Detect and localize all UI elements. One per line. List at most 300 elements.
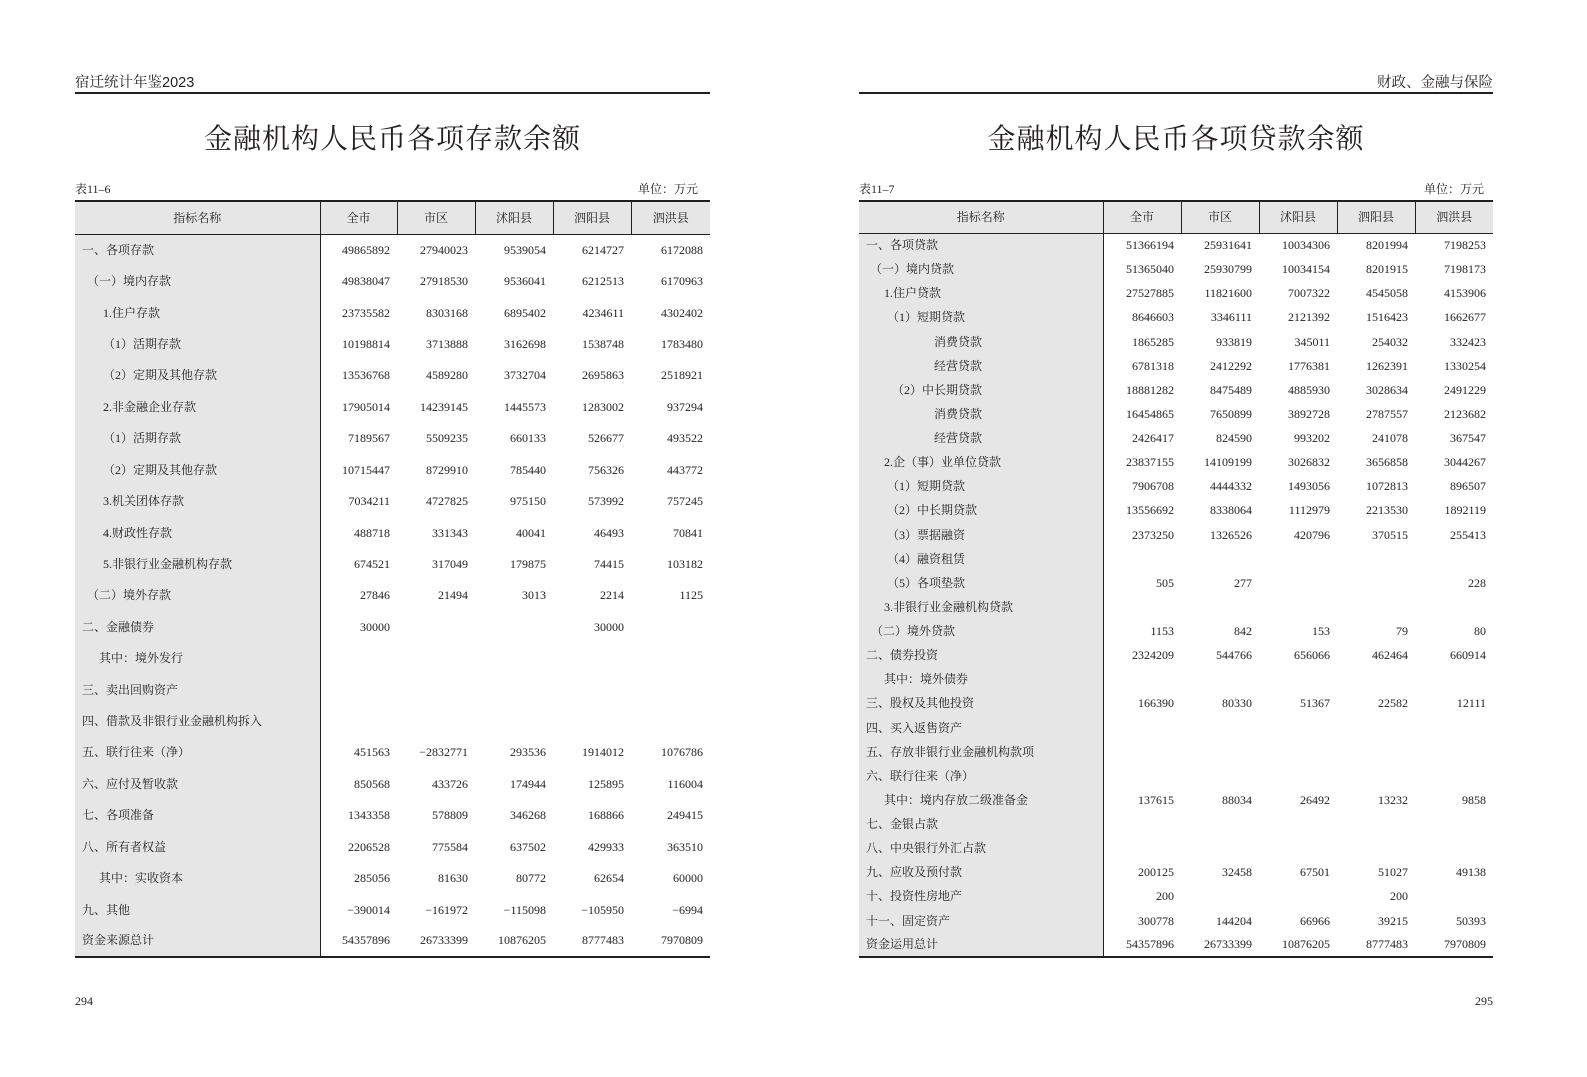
value-siyang: 8777483 — [1366, 937, 1408, 952]
value-sihong — [1415, 884, 1493, 908]
value-city-total: 54357896 — [1126, 937, 1174, 952]
table-row — [859, 860, 1493, 884]
value-urban-district: 4444332 — [1210, 479, 1252, 494]
value-sihong — [631, 642, 710, 673]
value-sihong: 757245 — [667, 494, 703, 509]
row-label: 资金来源总计 — [75, 925, 320, 956]
value-urban-district: 8303168 — [426, 305, 468, 320]
column-header-siyang: 泗阳县 — [1337, 201, 1415, 233]
value-city-total: 7189567 — [348, 431, 390, 446]
value-urban-district — [1181, 740, 1259, 764]
table-row — [75, 485, 710, 516]
value-shuyang: 3013 — [522, 588, 546, 603]
value-sihong: 70841 — [673, 525, 703, 540]
value-siyang: 6212513 — [582, 274, 624, 289]
value-urban-district: 88034 — [1222, 792, 1252, 807]
value-siyang: 79 — [1396, 624, 1408, 639]
value-shuyang: 345011 — [1294, 334, 1330, 349]
value-sihong: 7198173 — [1444, 262, 1486, 277]
value-city-total: 137615 — [1138, 792, 1174, 807]
value-shuyang: 40041 — [516, 525, 546, 540]
row-label: 资金运用总计 — [859, 933, 1103, 957]
row-label: 3.机关团体存款 — [75, 485, 320, 516]
value-sihong: 103182 — [667, 556, 703, 571]
value-siyang: 8201994 — [1366, 238, 1408, 253]
value-siyang: 254032 — [1372, 334, 1408, 349]
value-sihong — [1415, 836, 1493, 860]
row-label: 八、中央银行外汇占款 — [859, 836, 1103, 860]
value-siyang: 1072813 — [1366, 479, 1408, 494]
table-row — [75, 925, 710, 956]
value-sihong: 1125 — [679, 588, 703, 603]
value-siyang: 168866 — [588, 808, 624, 823]
value-sihong: 2123682 — [1444, 406, 1486, 421]
value-urban-district: 433726 — [432, 776, 468, 791]
value-urban-district: 11821600 — [1204, 286, 1252, 301]
value-urban-district: 842 — [1234, 624, 1252, 639]
value-urban-district — [397, 611, 475, 642]
value-city-total: 8646603 — [1132, 310, 1174, 325]
value-urban-district: 80330 — [1222, 696, 1252, 711]
value-siyang: 46493 — [594, 525, 624, 540]
value-city-total: 285056 — [354, 871, 390, 886]
value-sihong: 332423 — [1450, 334, 1486, 349]
column-header-indicator: 指标名称 — [859, 201, 1103, 233]
value-shuyang — [1259, 571, 1337, 595]
table-row — [859, 305, 1493, 329]
value-siyang: 6214727 — [582, 242, 624, 257]
value-urban-district — [397, 674, 475, 705]
value-urban-district: 32458 — [1222, 865, 1252, 880]
table-row — [859, 667, 1493, 691]
table-row — [859, 498, 1493, 522]
table-row — [859, 426, 1493, 450]
row-label: （3）票据融资 — [859, 523, 1103, 547]
value-siyang: 462464 — [1372, 648, 1408, 663]
row-label: 3.非银行业金融机构贷款 — [859, 595, 1103, 619]
value-sihong: 4302402 — [661, 305, 703, 320]
row-label: 六、应付及暂收款 — [75, 768, 320, 799]
value-sihong — [1415, 547, 1493, 571]
row-label: 三、卖出回购资产 — [75, 674, 320, 705]
value-sihong: 4153906 — [1444, 286, 1486, 301]
value-sihong: 2491229 — [1444, 382, 1486, 397]
value-urban-district: 4727825 — [426, 494, 468, 509]
table-row — [859, 354, 1493, 378]
table-body — [859, 233, 1493, 957]
value-city-total — [320, 674, 397, 705]
value-sihong: 493522 — [667, 431, 703, 446]
value-urban-district — [1181, 836, 1259, 860]
value-urban-district: 3346111 — [1210, 310, 1252, 325]
value-urban-district: 277 — [1234, 575, 1252, 590]
value-urban-district: 25931641 — [1204, 238, 1252, 253]
value-siyang — [1337, 740, 1415, 764]
value-shuyang — [1259, 884, 1337, 908]
row-label: （二）境外存款 — [75, 580, 320, 611]
value-sihong — [1415, 812, 1493, 836]
value-shuyang: 67501 — [1300, 865, 1330, 880]
value-urban-district: 81630 — [438, 871, 468, 886]
table-row — [859, 764, 1493, 788]
value-city-total: 1153 — [1150, 624, 1174, 639]
row-label: 其中：境内存放二级准备金 — [859, 788, 1103, 812]
value-urban-district: 14109199 — [1204, 455, 1252, 470]
value-siyang: 125895 — [588, 776, 624, 791]
value-siyang: 8777483 — [582, 933, 624, 948]
running-head: 财政、金融与保险 — [1377, 75, 1493, 91]
value-sihong: 116004 — [667, 776, 703, 791]
value-shuyang: 346268 — [510, 808, 546, 823]
value-siyang: 241078 — [1372, 431, 1408, 446]
value-sihong: 2518921 — [661, 368, 703, 383]
row-label: （一）境内贷款 — [859, 257, 1103, 281]
value-shuyang: 293536 — [510, 745, 546, 760]
value-city-total: 17905014 — [342, 399, 390, 414]
value-shuyang: 2121392 — [1288, 310, 1330, 325]
value-shuyang — [1259, 836, 1337, 860]
table-row — [75, 548, 710, 579]
table-row — [859, 571, 1493, 595]
row-label: 九、应收及预付款 — [859, 860, 1103, 884]
value-siyang: −105950 — [581, 902, 624, 917]
table-row — [75, 894, 710, 925]
value-sihong: −6994 — [672, 902, 703, 917]
value-sihong: 443772 — [667, 462, 703, 477]
value-shuyang: 10876205 — [498, 933, 546, 948]
row-label: 经营贷款 — [859, 426, 1103, 450]
value-sihong: 1892119 — [1444, 503, 1486, 518]
row-label: 二、债券投资 — [859, 643, 1103, 667]
value-city-total: 2426417 — [1132, 431, 1174, 446]
row-label: 六、联行往来（净） — [859, 764, 1103, 788]
column-header-urban-district: 市区 — [1181, 201, 1259, 233]
table-row — [859, 402, 1493, 426]
value-urban-district: 8729910 — [426, 462, 468, 477]
table-number: 表11–7 — [859, 182, 895, 196]
column-header-sihong: 泗洪县 — [631, 201, 710, 234]
table-row — [859, 547, 1493, 571]
value-shuyang: 66966 — [1300, 913, 1330, 928]
column-header-indicator: 指标名称 — [75, 201, 320, 234]
value-sihong: 896507 — [1450, 479, 1486, 494]
value-city-total: 23837155 — [1126, 455, 1174, 470]
table-row — [859, 523, 1493, 547]
value-city-total: 505 — [1156, 575, 1174, 590]
header-rule — [75, 92, 710, 94]
value-sihong — [631, 611, 710, 642]
value-urban-district: 2412292 — [1210, 358, 1252, 373]
row-label: 4.财政性存款 — [75, 517, 320, 548]
row-label: 2.非金融企业存款 — [75, 391, 320, 422]
row-label: 一、各项存款 — [75, 234, 320, 265]
value-shuyang — [475, 611, 553, 642]
value-urban-district — [1181, 667, 1259, 691]
page-number: 294 — [75, 994, 93, 1008]
value-shuyang: 1112979 — [1288, 503, 1330, 518]
value-siyang: 3028634 — [1366, 382, 1408, 397]
value-shuyang — [1259, 740, 1337, 764]
value-shuyang: 4885930 — [1288, 382, 1330, 397]
row-label: （5）各项垫款 — [859, 571, 1103, 595]
value-siyang — [553, 642, 631, 673]
value-shuyang — [475, 705, 553, 736]
value-city-total: 488718 — [354, 525, 390, 540]
value-urban-district: 27940023 — [420, 242, 468, 257]
value-sihong: 49138 — [1456, 865, 1486, 880]
value-siyang: 2213530 — [1366, 503, 1408, 518]
value-city-total: 10198814 — [342, 336, 390, 351]
value-sihong — [1415, 740, 1493, 764]
value-shuyang: 3732704 — [504, 368, 546, 383]
value-siyang: 2214 — [600, 588, 624, 603]
value-city-total: 49865892 — [342, 242, 390, 257]
table-row — [859, 836, 1493, 860]
row-label: 消费贷款 — [859, 330, 1103, 354]
value-city-total: 16454865 — [1126, 406, 1174, 421]
value-urban-district: 3713888 — [426, 336, 468, 351]
value-siyang — [1337, 764, 1415, 788]
value-city-total — [320, 642, 397, 673]
value-siyang: 4545058 — [1366, 286, 1408, 301]
row-label: （2）定期及其他存款 — [75, 360, 320, 391]
value-city-total: 7034211 — [348, 494, 390, 509]
value-siyang: 62654 — [594, 871, 624, 886]
table-row — [859, 233, 1493, 257]
table-row — [75, 674, 710, 705]
unit-label: 单位：万元 — [1423, 182, 1484, 196]
value-urban-district: 5509235 — [426, 431, 468, 446]
value-siyang: 3656858 — [1366, 455, 1408, 470]
value-siyang — [1337, 836, 1415, 860]
value-shuyang: 1445573 — [504, 399, 546, 414]
value-city-total: 2373250 — [1132, 527, 1174, 542]
value-city-total: 10715447 — [342, 462, 390, 477]
value-urban-district — [397, 705, 475, 736]
row-label: 其中：境外发行 — [75, 642, 320, 673]
row-label: （1）活期存款 — [75, 423, 320, 454]
row-label: 三、股权及其他投资 — [859, 691, 1103, 715]
value-shuyang: 420796 — [1294, 527, 1330, 542]
table-row — [75, 580, 710, 611]
value-city-total: 54357896 — [342, 933, 390, 948]
table-row — [75, 862, 710, 893]
value-siyang — [553, 674, 631, 705]
table-row — [75, 517, 710, 548]
value-city-total: 18881282 — [1126, 382, 1174, 397]
table-row — [859, 884, 1493, 908]
table-row — [859, 788, 1493, 812]
row-label: 十、投资性房地产 — [859, 884, 1103, 908]
value-siyang: 74415 — [594, 556, 624, 571]
table-row — [859, 281, 1493, 305]
column-header-urban-district: 市区 — [397, 201, 475, 234]
value-city-total: 13556692 — [1126, 503, 1174, 518]
value-siyang: 370515 — [1372, 527, 1408, 542]
row-label: 八、所有者权益 — [75, 831, 320, 862]
row-label: （2）定期及其他存款 — [75, 454, 320, 485]
value-shuyang: 3026832 — [1288, 455, 1330, 470]
value-shuyang: 51367 — [1300, 696, 1330, 711]
row-label: 五、联行往来（净） — [75, 737, 320, 768]
value-urban-district: 4589280 — [426, 368, 468, 383]
column-header-city-total: 全市 — [1103, 201, 1181, 233]
table-row — [75, 611, 710, 642]
value-sihong: 7198253 — [1444, 238, 1486, 253]
value-sihong: 249415 — [667, 808, 703, 823]
value-city-total — [1103, 667, 1181, 691]
table-row — [859, 474, 1493, 498]
value-siyang: 200 — [1390, 889, 1408, 904]
value-sihong: 367547 — [1450, 431, 1486, 446]
value-shuyang — [1259, 667, 1337, 691]
value-shuyang — [475, 674, 553, 705]
value-sihong: 80 — [1474, 624, 1486, 639]
row-label: 七、金银占款 — [859, 812, 1103, 836]
value-siyang: 429933 — [588, 839, 624, 854]
value-shuyang: 179875 — [510, 556, 546, 571]
value-shuyang: 660133 — [510, 431, 546, 446]
value-city-total: 1343358 — [348, 808, 390, 823]
value-siyang: 2695863 — [582, 368, 624, 383]
value-urban-district: 21494 — [438, 588, 468, 603]
value-sihong — [631, 674, 710, 705]
value-city-total — [1103, 716, 1181, 740]
value-city-total: 850568 — [354, 776, 390, 791]
value-sihong: 228 — [1468, 575, 1486, 590]
value-shuyang: 153 — [1312, 624, 1330, 639]
value-urban-district — [1181, 884, 1259, 908]
value-siyang: 39215 — [1378, 913, 1408, 928]
value-shuyang: 6895402 — [504, 305, 546, 320]
value-shuyang: 3162698 — [504, 336, 546, 351]
table-row — [75, 737, 710, 768]
table-body — [75, 234, 710, 957]
value-city-total: 27527885 — [1126, 286, 1174, 301]
value-shuyang — [1259, 764, 1337, 788]
value-urban-district: 8338064 — [1210, 503, 1252, 518]
value-urban-district: 1326526 — [1210, 527, 1252, 542]
deposit-balance-table — [75, 200, 710, 958]
value-sihong: 255413 — [1450, 527, 1486, 542]
table-row — [859, 812, 1493, 836]
table-header-row — [859, 201, 1493, 233]
value-shuyang: 80772 — [516, 871, 546, 886]
table-title: 金融机构人民币各项存款余额 — [203, 124, 581, 155]
table-row — [859, 716, 1493, 740]
value-sihong — [1415, 764, 1493, 788]
table-row — [859, 643, 1493, 667]
table-row — [859, 691, 1493, 715]
value-sihong: 363510 — [667, 839, 703, 854]
value-shuyang: 9536041 — [504, 274, 546, 289]
value-sihong: 6172088 — [661, 242, 703, 257]
value-shuyang: 637502 — [510, 839, 546, 854]
table-row — [859, 257, 1493, 281]
table-row — [75, 768, 710, 799]
value-sihong: 7970809 — [661, 933, 703, 948]
header-rule — [859, 92, 1493, 94]
row-label: （2）中长期贷款 — [859, 378, 1103, 402]
value-sihong: 937294 — [667, 399, 703, 414]
value-urban-district: −2832771 — [419, 745, 468, 760]
value-siyang: 22582 — [1378, 696, 1408, 711]
value-city-total — [1103, 812, 1181, 836]
table-row — [75, 391, 710, 422]
value-shuyang — [1259, 812, 1337, 836]
value-siyang — [1337, 716, 1415, 740]
table-row — [75, 360, 710, 391]
value-city-total: 23735582 — [342, 305, 390, 320]
table-row — [75, 328, 710, 359]
value-city-total: 1865285 — [1132, 334, 1174, 349]
column-header-sihong: 泗洪县 — [1415, 201, 1493, 233]
value-city-total — [1103, 595, 1181, 619]
value-shuyang: 975150 — [510, 494, 546, 509]
value-shuyang: 7007322 — [1288, 286, 1330, 301]
value-siyang — [553, 705, 631, 736]
value-sihong: 1662677 — [1444, 310, 1486, 325]
value-siyang: 2787557 — [1366, 406, 1408, 421]
row-label: （1）短期贷款 — [859, 305, 1103, 329]
value-urban-district: 317049 — [432, 556, 468, 571]
value-shuyang: 10876205 — [1282, 937, 1330, 952]
value-shuyang: 174944 — [510, 776, 546, 791]
row-label: 5.非银行业金融机构存款 — [75, 548, 320, 579]
value-urban-district: 26733399 — [420, 933, 468, 948]
right-page — [859, 0, 1493, 1077]
value-urban-district: 824590 — [1216, 431, 1252, 446]
value-city-total: 200 — [1156, 889, 1174, 904]
row-label: 2.企（事）业单位贷款 — [859, 450, 1103, 474]
row-label: 经营贷款 — [859, 354, 1103, 378]
value-city-total — [320, 705, 397, 736]
value-shuyang: 26492 — [1300, 792, 1330, 807]
value-sihong: 7970809 — [1444, 937, 1486, 952]
value-urban-district — [1181, 764, 1259, 788]
column-header-siyang: 泗阳县 — [553, 201, 631, 234]
value-city-total: 51365040 — [1126, 262, 1174, 277]
value-sihong: 1076786 — [661, 745, 703, 760]
table-number: 表11–6 — [75, 182, 111, 196]
table-row — [75, 423, 710, 454]
table-title: 金融机构人民币各项贷款余额 — [987, 124, 1365, 155]
value-city-total: 451563 — [354, 745, 390, 760]
value-siyang — [1337, 571, 1415, 595]
row-label: 其中：境外债券 — [859, 667, 1103, 691]
row-label: （一）境内存款 — [75, 265, 320, 296]
value-city-total: 166390 — [1138, 696, 1174, 711]
row-label: （1）短期贷款 — [859, 474, 1103, 498]
row-label: 其中：实收资本 — [75, 862, 320, 893]
value-city-total: 2206528 — [348, 839, 390, 854]
value-shuyang: 656066 — [1294, 648, 1330, 663]
value-shuyang — [475, 642, 553, 673]
value-city-total: 6781318 — [1132, 358, 1174, 373]
table-row — [75, 265, 710, 296]
value-urban-district: 25930799 — [1204, 262, 1252, 277]
value-shuyang — [1259, 716, 1337, 740]
value-city-total: 7906708 — [1132, 479, 1174, 494]
table-row — [859, 740, 1493, 764]
value-urban-district: 14239145 — [420, 399, 468, 414]
row-label: 七、各项准备 — [75, 800, 320, 831]
row-label: （二）境外贷款 — [859, 619, 1103, 643]
value-urban-district: 544766 — [1216, 648, 1252, 663]
value-shuyang: 3892728 — [1288, 406, 1330, 421]
unit-label: 单位：万元 — [637, 182, 698, 196]
row-label: 一、各项贷款 — [859, 233, 1103, 257]
